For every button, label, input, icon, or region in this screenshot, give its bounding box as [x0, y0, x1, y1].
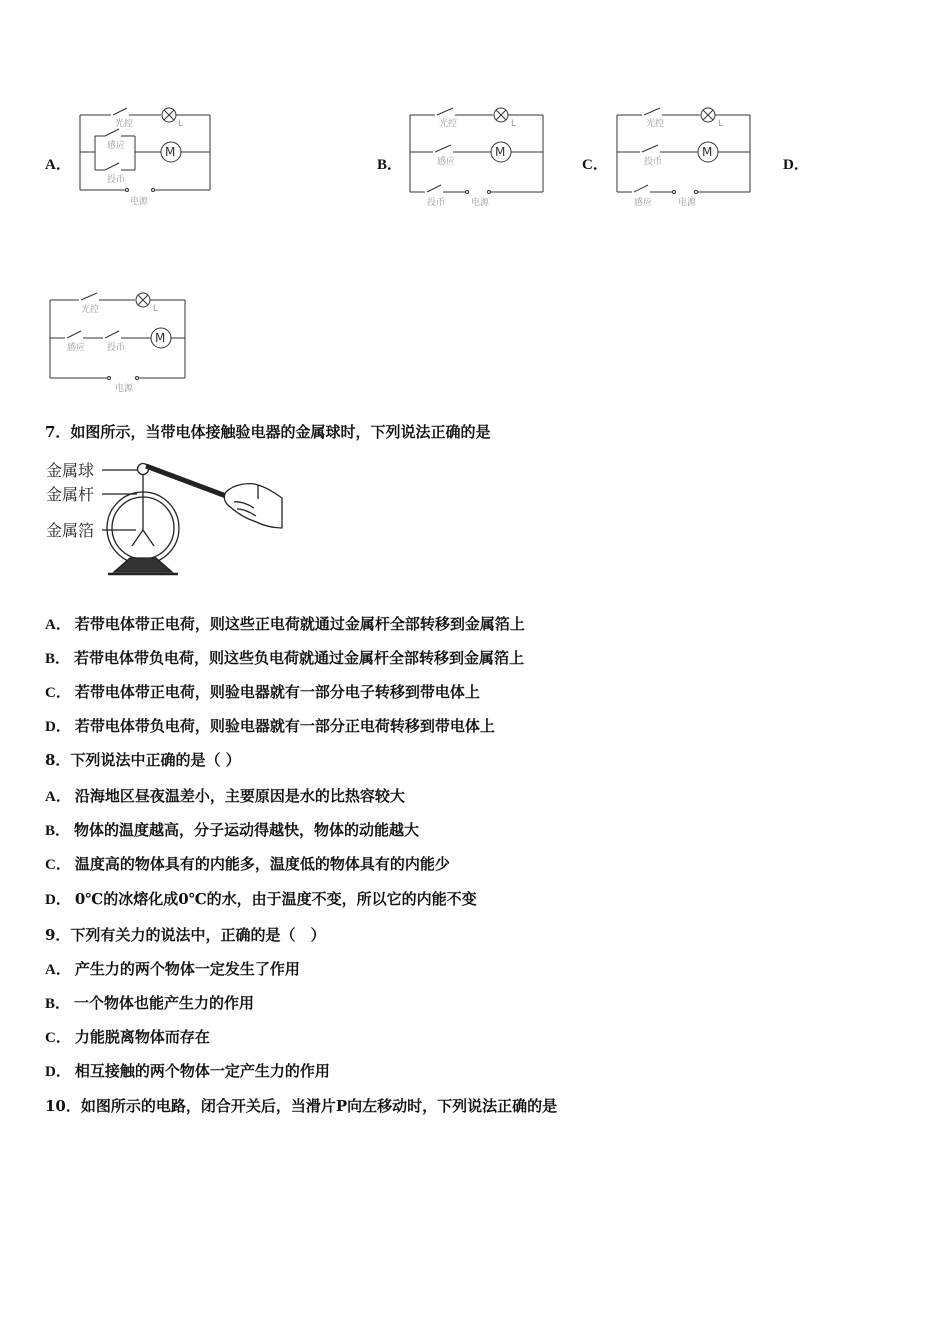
- q6-option-c-circuit: [612, 100, 757, 210]
- lamp-label: L: [718, 119, 724, 129]
- q9-option-c: C． 力能脱离物体而存在: [45, 1028, 210, 1046]
- q6-option-c-letter: C．: [582, 157, 608, 173]
- lamp-label: L: [153, 304, 159, 314]
- q8-stem: 8．下列说法中正确的是（ ）: [45, 751, 241, 769]
- q7-option-c: C． 若带电体带正电荷，则验电器就有一部分电子转移到带电体上: [45, 683, 480, 701]
- q10-stem: 10．如图所示的电路，闭合开关后，当滑片P向左移动时，下列说法正确的是: [45, 1097, 558, 1115]
- q8-option-a: A． 沿海地区昼夜温差小，主要原因是水的比热容较大: [45, 787, 405, 805]
- switch-label-top: 光控: [115, 119, 134, 129]
- q8-option-d: D． 0℃的冰熔化成0℃的水，由于温度不变，所以它的内能不变: [45, 890, 477, 908]
- power-label: 电源: [471, 198, 490, 208]
- switch-label-mid2: 投币: [107, 343, 126, 353]
- q6-option-a-letter: A．: [45, 157, 71, 173]
- motor-label: M: [702, 145, 713, 159]
- q7-option-d: D． 若带电体带负电荷，则验电器就有一部分正电荷转移到带电体上: [45, 717, 495, 735]
- q6-option-b-circuit: [405, 100, 550, 210]
- q8-option-b: B． 物体的温度越高，分子运动得越快，物体的动能越大: [45, 821, 420, 839]
- q6-option-a-circuit: [75, 100, 215, 210]
- q6-option-d-circuit: [45, 288, 190, 398]
- switch-label-mid1: 投币: [644, 157, 663, 167]
- switch-label-mid1: 感应: [437, 157, 456, 167]
- q7-option-a: A． 若带电体带正电荷，则这些正电荷就通过金属杆全部转移到金属箔上: [45, 615, 525, 633]
- motor-label: M: [495, 145, 506, 159]
- switch-label-bottom: 感应: [634, 198, 653, 208]
- q9-option-b: B． 一个物体也能产生力的作用: [45, 994, 255, 1012]
- motor-label: M: [155, 331, 166, 345]
- switch-label-bottom: 投币: [107, 175, 126, 185]
- label-metal-ball: 金属球: [46, 461, 95, 480]
- switch-label-mid1: 感应: [107, 141, 126, 151]
- switch-label-top: 光控: [439, 119, 458, 129]
- q9-option-a: A． 产生力的两个物体一定发生了作用: [45, 960, 300, 978]
- label-metal-foil: 金属箔: [46, 521, 95, 540]
- q7-option-b: B． 若带电体带负电荷，则这些负电荷就通过金属杆全部转移到金属箔上: [45, 649, 525, 667]
- q6-option-d-letter: D．: [783, 157, 809, 173]
- electroscope-figure: [44, 454, 294, 579]
- motor-label: M: [165, 145, 176, 159]
- lamp-label: L: [178, 119, 184, 129]
- power-label: 电源: [130, 197, 149, 207]
- label-metal-rod: 金属杆: [46, 485, 95, 504]
- q7-stem: 7．如图所示，当带电体接触验电器的金属球时，下列说法正确的是: [45, 423, 491, 441]
- lamp-label: L: [511, 119, 517, 129]
- switch-label-bottom: 投币: [427, 198, 446, 208]
- power-label: 电源: [678, 198, 697, 208]
- switch-label-mid1: 感应: [67, 343, 86, 353]
- q6-option-b-letter: B．: [377, 157, 403, 173]
- power-label: 电源: [115, 384, 134, 394]
- q9-option-d: D． 相互接触的两个物体一定产生力的作用: [45, 1062, 330, 1080]
- switch-label-top: 光控: [81, 305, 100, 315]
- q8-option-c: C． 温度高的物体具有的内能多，温度低的物体具有的内能少: [45, 855, 450, 873]
- q9-stem: 9．下列有关力的说法中，正确的是（ ）: [45, 926, 326, 944]
- switch-label-top: 光控: [646, 119, 665, 129]
